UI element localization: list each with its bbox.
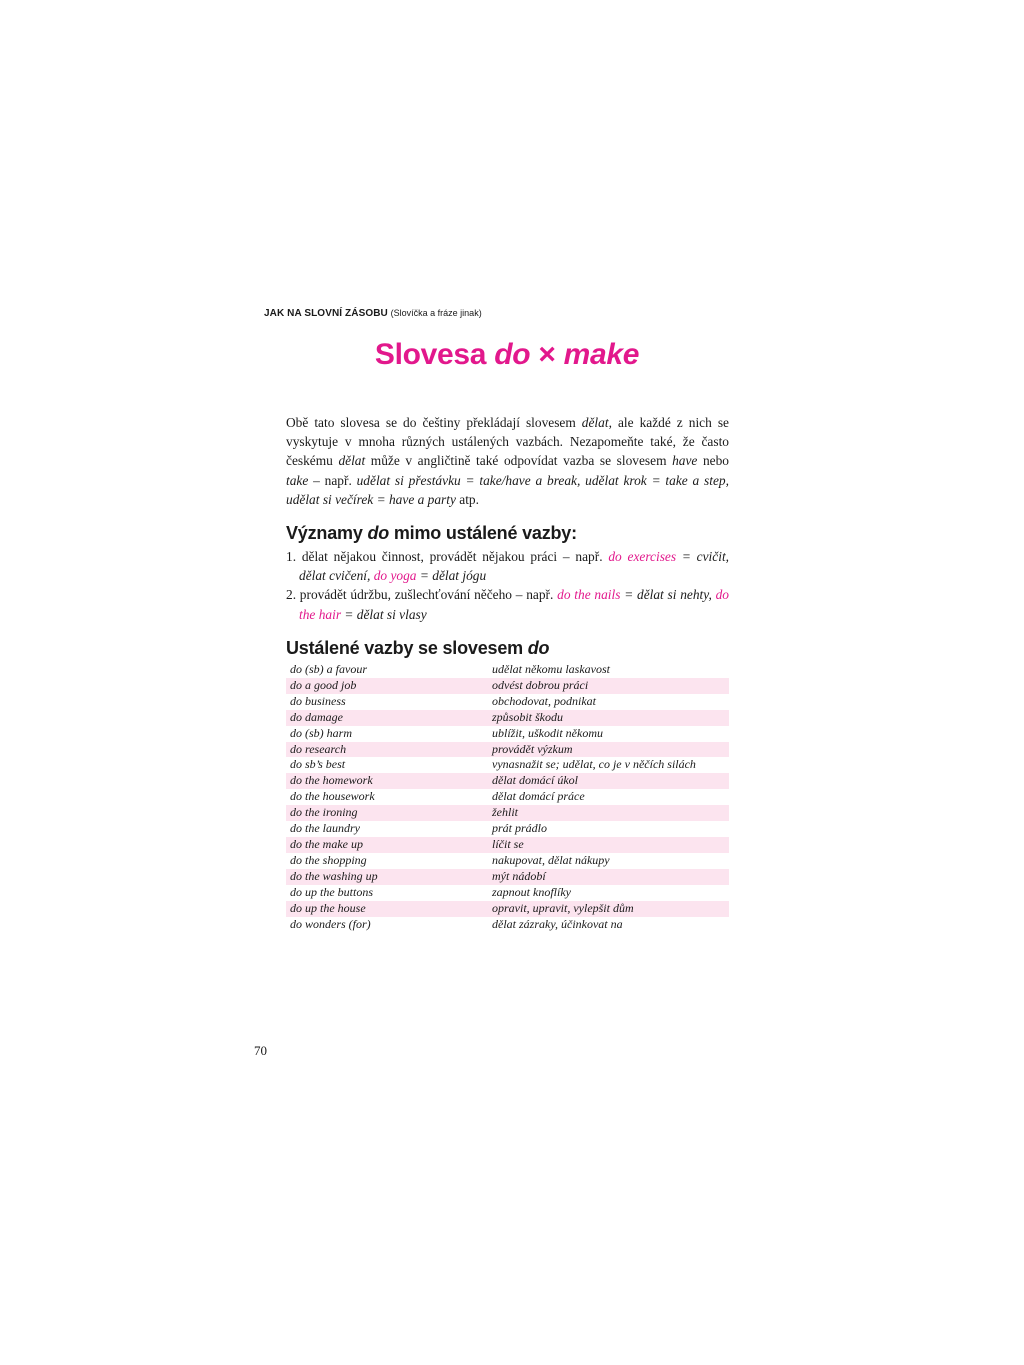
table-row (286, 678, 729, 694)
title-prefix: Slovesa (374, 338, 495, 371)
page-title (0, 338, 1014, 372)
phrase-en: do (sb) harm (290, 725, 352, 740)
table-row (286, 726, 729, 742)
table-row (286, 901, 729, 917)
phrase-cz: mýt nádobí (488, 869, 729, 885)
phrase-cz: nakupovat, dělat nákupy (492, 852, 610, 867)
phrases-heading-prefix: Ustálené vazby se slovesem (286, 638, 528, 658)
phrase-en: do research (286, 742, 488, 758)
example-phrase: do the nails (557, 587, 621, 603)
phrase-en: do the housework (290, 789, 375, 804)
running-head-subsection: (Slovíčka a fráze jinak) (390, 308, 482, 318)
phrase-en: do sb’s best (290, 757, 346, 772)
intro-paragraph (286, 413, 729, 509)
example-phrase: do exercises (608, 549, 677, 564)
intro-text-1: Obě tato slovesa se do češtiny překládají slovesem (286, 415, 582, 430)
phrase-en: do business (290, 693, 346, 708)
meanings-heading-prefix: Významy (286, 523, 368, 543)
running-head-section: JAK NA SLOVNÍ ZÁSOBU (264, 308, 388, 319)
title-separator: × (530, 338, 564, 371)
table-row (286, 917, 729, 933)
phrase-cz: způsobit škodu (488, 710, 729, 726)
phrase-cz: ublížit, uškodit někomu (492, 725, 603, 740)
phrase-en: do damage (286, 710, 488, 726)
phrase-en: do the washing up (286, 869, 488, 885)
table-row (286, 837, 729, 853)
phrases-heading-word: do (527, 638, 550, 658)
intro-emph-1: dělat (581, 415, 609, 430)
phrase-en: do the make up (286, 837, 488, 853)
phrase-cz: udělat někomu laskavost (492, 662, 610, 676)
meanings-list (286, 547, 729, 624)
list-item-text: dělat nějakou činnost, provádět nějakou práci – např. (296, 549, 609, 564)
phrase-cz: dělat zázraky, účinkovat na (492, 916, 623, 931)
table-row (286, 757, 729, 773)
intro-text-4: nebo (697, 453, 729, 469)
example-translation: = dělat si vlasy (341, 606, 427, 622)
list-item-number: 2. (286, 587, 297, 603)
example-translation: = dělat si nehty, (620, 587, 716, 603)
intro-text-2: , ale každé z nich se vyskytuje v mnoha různých ustálených vazbách. Nezapomeňte také, že často českému (286, 415, 729, 469)
phrase-cz: prát prádlo (492, 821, 548, 836)
table-row (286, 805, 729, 821)
phrase-en: do the homework (286, 773, 488, 789)
phrase-en: do the ironing (286, 805, 488, 821)
intro-emph-5: udělat si přestávku = take/have a break, udělat krok = take a step, udělat si večírek = have a party (286, 472, 729, 507)
table-row (286, 869, 729, 885)
intro-emph-4: take (286, 472, 309, 488)
phrase-cz: vynasnažit se; udělat, co je v něčích silách (492, 757, 696, 772)
phrase-cz: dělat domácí práce (492, 789, 585, 804)
phrases-table (286, 662, 729, 932)
table-row (286, 853, 729, 869)
phrase-cz: dělat domácí úkol (488, 773, 729, 789)
title-word-make: make (563, 338, 640, 371)
meanings-heading-suffix: mimo ustálené vazby: (389, 523, 577, 543)
table-row (286, 885, 729, 901)
phrase-cz: opravit, upravit, vylepšit dům (488, 901, 729, 917)
table-row (286, 662, 729, 678)
list-item-number: 1. (286, 549, 297, 564)
example-translation: = dělat jógu (416, 568, 487, 584)
phrase-en: do a good job (286, 678, 488, 694)
phrase-cz: odvést dobrou práci (488, 678, 729, 694)
intro-emph-2: dělat (338, 453, 366, 469)
phrase-en: do up the buttons (290, 884, 373, 899)
phrase-en: do (sb) a favour (290, 662, 367, 676)
phrase-en: do wonders (for) (290, 916, 371, 931)
meanings-heading-word: do (367, 523, 390, 543)
table-row (286, 742, 729, 758)
page-number: 70 (254, 1043, 267, 1058)
phrase-en: do the shopping (290, 852, 367, 867)
example-translation: = cvičit, dělat cvičení, (299, 549, 730, 584)
meanings-heading (286, 523, 577, 544)
table-row (286, 710, 729, 726)
phrase-cz: provádět výzkum (488, 742, 729, 758)
table-row (286, 694, 729, 710)
list-item (286, 547, 729, 585)
phrases-heading (286, 638, 549, 659)
intro-text-6: atp. (455, 491, 479, 507)
table-row (286, 789, 729, 805)
phrase-cz: obchodovat, podnikat (492, 693, 596, 708)
phrase-cz: líčit se (488, 837, 729, 853)
phrase-en: do the laundry (290, 821, 360, 836)
table-row (286, 773, 729, 789)
phrase-cz: zapnout knoflíky (492, 884, 571, 899)
intro-text-3: může v angličtině také odpovídat vazba se slovesem (365, 453, 673, 469)
example-phrase: do the hair (299, 587, 729, 622)
table-row (286, 821, 729, 837)
intro-text-5: – např. (308, 472, 357, 488)
list-item-text: provádět údržbu, zušlechťování něčeho – např. (296, 587, 558, 603)
example-phrase: do yoga (373, 568, 417, 584)
title-word-do: do (494, 338, 531, 371)
intro-emph-3: have (672, 453, 698, 469)
running-head (264, 308, 482, 319)
phrase-cz: žehlit (488, 805, 729, 821)
phrase-en: do up the house (286, 901, 488, 917)
list-item (286, 585, 729, 623)
